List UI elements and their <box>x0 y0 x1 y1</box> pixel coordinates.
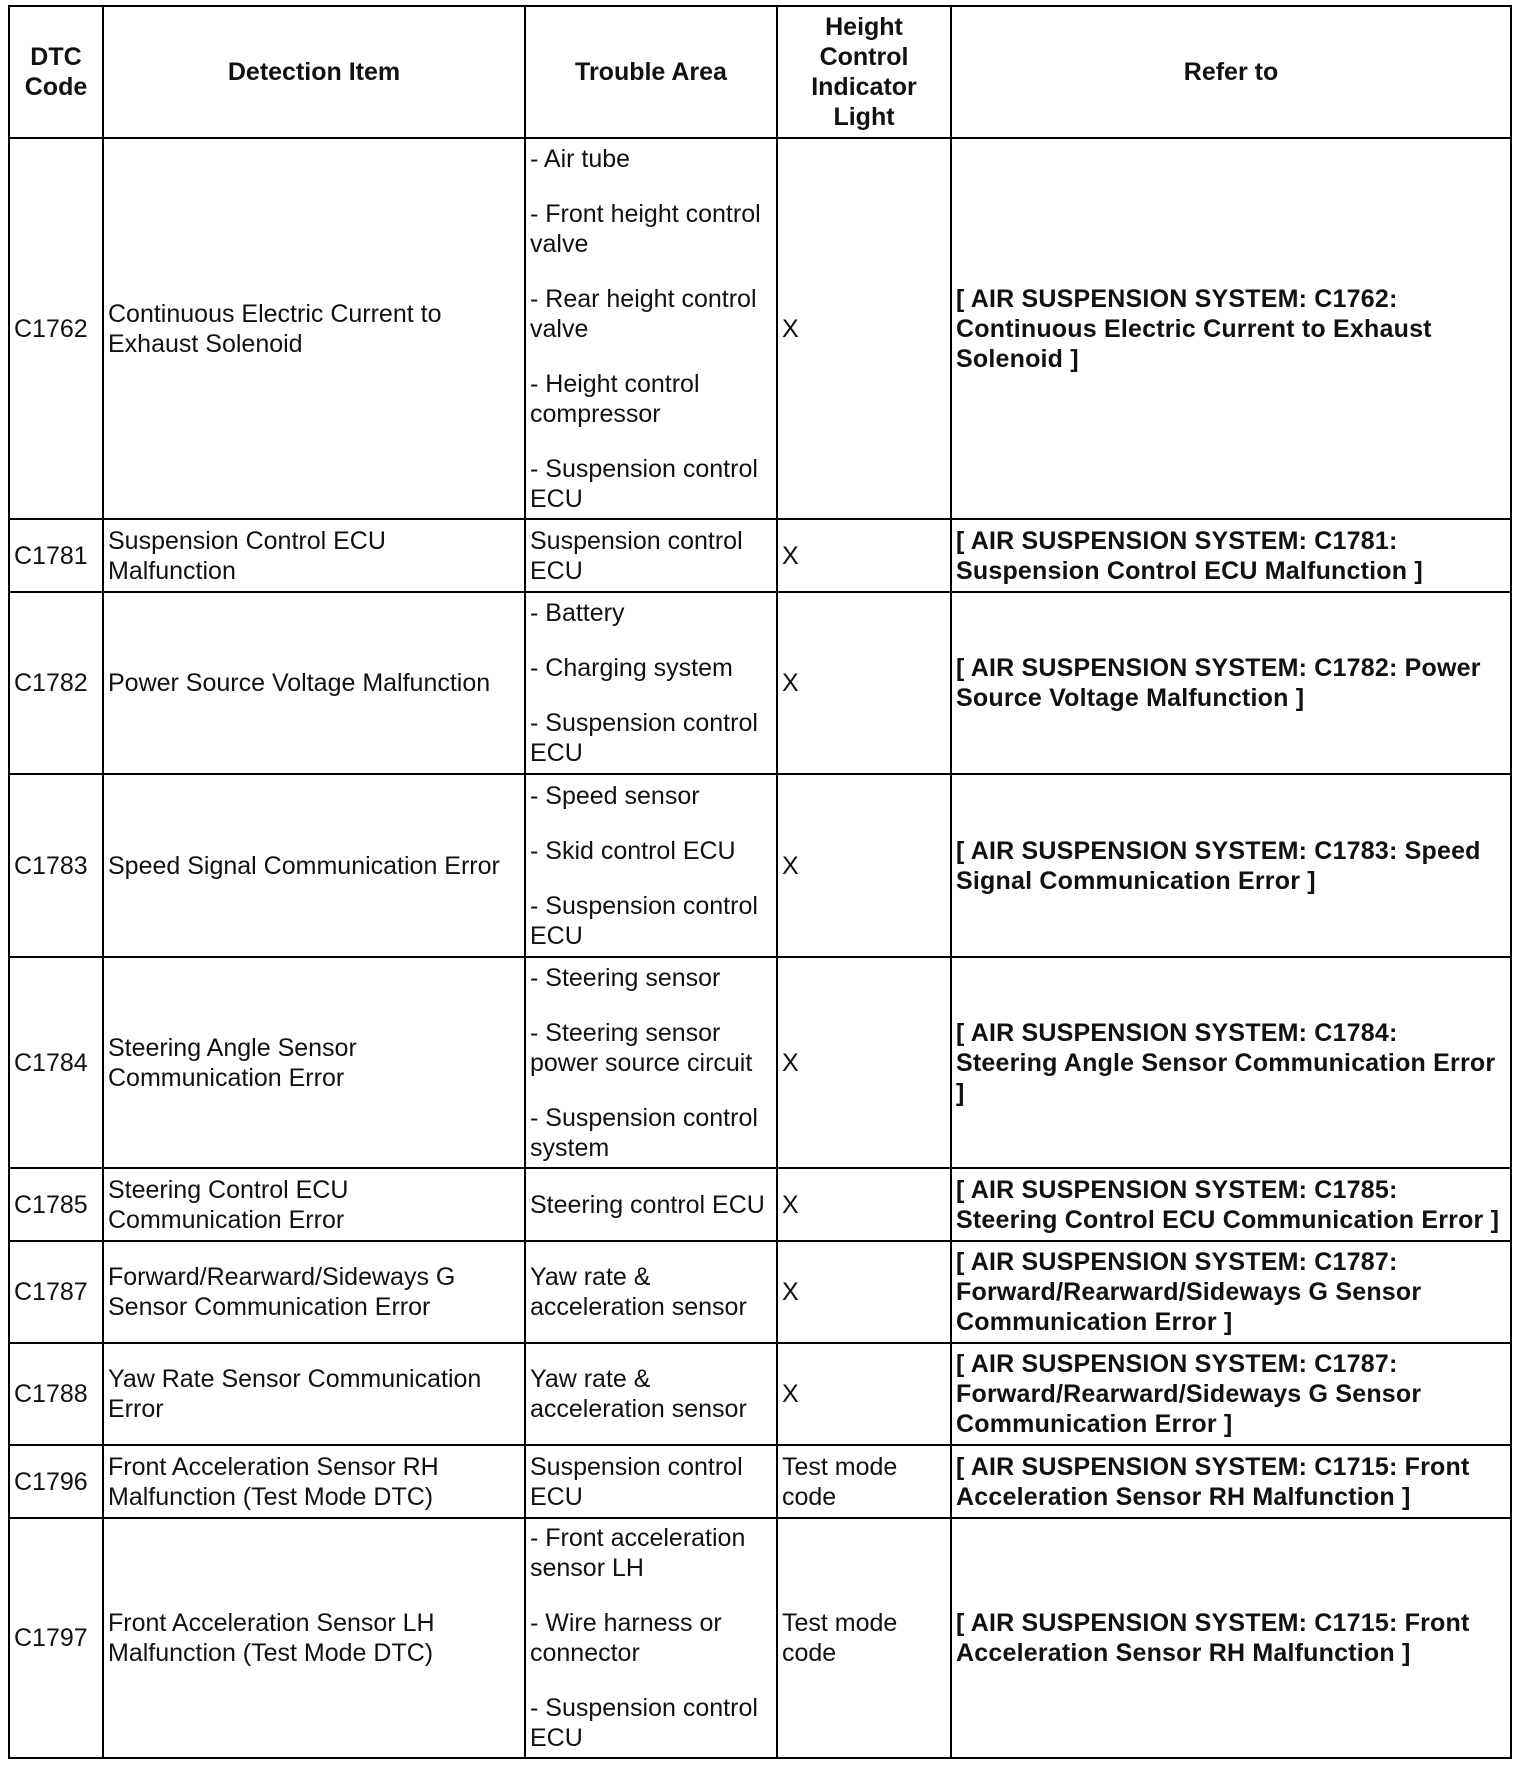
trouble-area-item: - Air tube <box>530 144 631 173</box>
detection-item-cell: Continuous Electric Current to Exhaust Solenoid <box>103 138 525 519</box>
trouble-area-cell <box>525 138 777 519</box>
dtc-code-cell: C1783 <box>9 774 103 957</box>
refer-to-cell: [ AIR SUSPENSION SYSTEM: C1781: Suspension Control ECU Malfunction ] <box>951 519 1511 592</box>
dtc-code-cell: C1796 <box>9 1445 103 1518</box>
indicator-light-cell: X <box>777 138 951 519</box>
trouble-area-cell <box>525 774 777 957</box>
indicator-light-cell: X <box>777 592 951 774</box>
trouble-area-item: - Wire harness or connector <box>530 1609 722 1667</box>
table-row <box>9 138 1511 519</box>
detection-item-cell: Steering Angle Sensor Communication Error <box>103 957 525 1168</box>
trouble-area-item: - Front height control valve <box>530 199 761 258</box>
trouble-area-cell <box>525 519 777 592</box>
trouble-area-item: Yaw rate & acceleration sensor <box>530 1365 747 1423</box>
trouble-area-cell <box>525 1168 777 1241</box>
trouble-area-item: - Suspension control ECU <box>530 1694 758 1752</box>
indicator-light-cell: Test mode code <box>777 1445 951 1518</box>
trouble-area-item: Suspension control ECU <box>530 526 743 585</box>
trouble-area-item: - Skid control ECU <box>530 836 736 865</box>
table-row <box>9 592 1511 774</box>
table-row <box>9 1445 1511 1518</box>
trouble-area-item: Yaw rate & acceleration sensor <box>530 1263 747 1321</box>
trouble-area-item: - Speed sensor <box>530 781 700 810</box>
refer-to-cell: [ AIR SUSPENSION SYSTEM: C1785: Steering Control ECU Communication Error ] <box>951 1168 1511 1241</box>
dtc-code-cell: C1782 <box>9 592 103 774</box>
detection-item-cell: Forward/Rearward/Sideways G Sensor Communication Error <box>103 1241 525 1343</box>
trouble-area-item: - Suspension control ECU <box>530 891 758 950</box>
detection-item-cell: Speed Signal Communication Error <box>103 774 525 957</box>
table-row <box>9 519 1511 592</box>
detection-item-cell: Steering Control ECU Communication Error <box>103 1168 525 1241</box>
header-row <box>9 6 1511 138</box>
detection-item-cell: Power Source Voltage Malfunction <box>103 592 525 774</box>
detection-item-cell: Front Acceleration Sensor LH Malfunction (Test Mode DTC) <box>103 1518 525 1758</box>
indicator-light-cell: X <box>777 774 951 957</box>
trouble-area-item: - Steering sensor <box>530 963 721 992</box>
indicator-light-cell: X <box>777 519 951 592</box>
trouble-area-item: - Suspension control ECU <box>530 454 758 513</box>
trouble-area-item: - Suspension control system <box>530 1103 758 1162</box>
indicator-light-cell: X <box>777 957 951 1168</box>
detection-item-cell: Suspension Control ECU Malfunction <box>103 519 525 592</box>
header-refer-to: Refer to <box>951 6 1511 138</box>
detection-item-cell: Yaw Rate Sensor Communication Error <box>103 1343 525 1445</box>
dtc-code-cell: C1785 <box>9 1168 103 1241</box>
trouble-area-item: Steering control ECU <box>530 1190 765 1219</box>
indicator-light-cell: Test mode code <box>777 1518 951 1758</box>
dtc-code-cell: C1762 <box>9 138 103 519</box>
trouble-area-cell <box>525 957 777 1168</box>
table-row <box>9 957 1511 1168</box>
trouble-area-item: Suspension control ECU <box>530 1452 743 1511</box>
refer-to-cell: [ AIR SUSPENSION SYSTEM: C1787: Forward/Rearward/Sideways G Sensor Communication Error ] <box>951 1241 1511 1343</box>
trouble-area-item: - Battery <box>530 599 625 627</box>
table-row <box>9 1168 1511 1241</box>
refer-to-cell: [ AIR SUSPENSION SYSTEM: C1715: Front Acceleration Sensor RH Malfunction ] <box>951 1445 1511 1518</box>
trouble-area-cell <box>525 1241 777 1343</box>
header-detection-item: Detection Item <box>103 6 525 138</box>
refer-to-cell: [ AIR SUSPENSION SYSTEM: C1784: Steering Angle Sensor Communication Error ] <box>951 957 1511 1168</box>
table-row <box>9 774 1511 957</box>
header-trouble-area: Trouble Area <box>525 6 777 138</box>
trouble-area-cell <box>525 592 777 774</box>
header-indicator-light: Height Control Indicator Light <box>777 6 951 138</box>
dtc-code-cell: C1784 <box>9 957 103 1168</box>
trouble-area-cell <box>525 1343 777 1445</box>
refer-to-cell: [ AIR SUSPENSION SYSTEM: C1787: Forward/Rearward/Sideways G Sensor Communication Error ] <box>951 1343 1511 1445</box>
refer-to-cell: [ AIR SUSPENSION SYSTEM: C1762: Continuous Electric Current to Exhaust Solenoid ] <box>951 138 1511 519</box>
indicator-light-cell: X <box>777 1241 951 1343</box>
header-dtc-code: DTC Code <box>9 6 103 138</box>
dtc-code-cell: C1781 <box>9 519 103 592</box>
dtc-table <box>8 5 1512 1759</box>
trouble-area-item: - Steering sensor power source circuit <box>530 1018 753 1077</box>
trouble-area-cell <box>525 1518 777 1758</box>
table-row <box>9 1241 1511 1343</box>
indicator-light-cell: X <box>777 1168 951 1241</box>
table-row <box>9 1518 1511 1758</box>
refer-to-cell: [ AIR SUSPENSION SYSTEM: C1782: Power Source Voltage Malfunction ] <box>951 592 1511 774</box>
dtc-code-cell: C1788 <box>9 1343 103 1445</box>
trouble-area-item: - Charging system <box>530 654 733 682</box>
dtc-code-cell: C1797 <box>9 1518 103 1758</box>
trouble-area-item: - Suspension control ECU <box>530 709 758 767</box>
trouble-area-item: - Rear height control valve <box>530 284 757 343</box>
dtc-code-cell: C1787 <box>9 1241 103 1343</box>
detection-item-cell: Front Acceleration Sensor RH Malfunction (Test Mode DTC) <box>103 1445 525 1518</box>
refer-to-cell: [ AIR SUSPENSION SYSTEM: C1715: Front Acceleration Sensor RH Malfunction ] <box>951 1518 1511 1758</box>
trouble-area-item: - Height control compressor <box>530 369 700 428</box>
table-row <box>9 1343 1511 1445</box>
indicator-light-cell: X <box>777 1343 951 1445</box>
trouble-area-item: - Front acceleration sensor LH <box>530 1524 746 1582</box>
trouble-area-cell <box>525 1445 777 1518</box>
refer-to-cell: [ AIR SUSPENSION SYSTEM: C1783: Speed Signal Communication Error ] <box>951 774 1511 957</box>
